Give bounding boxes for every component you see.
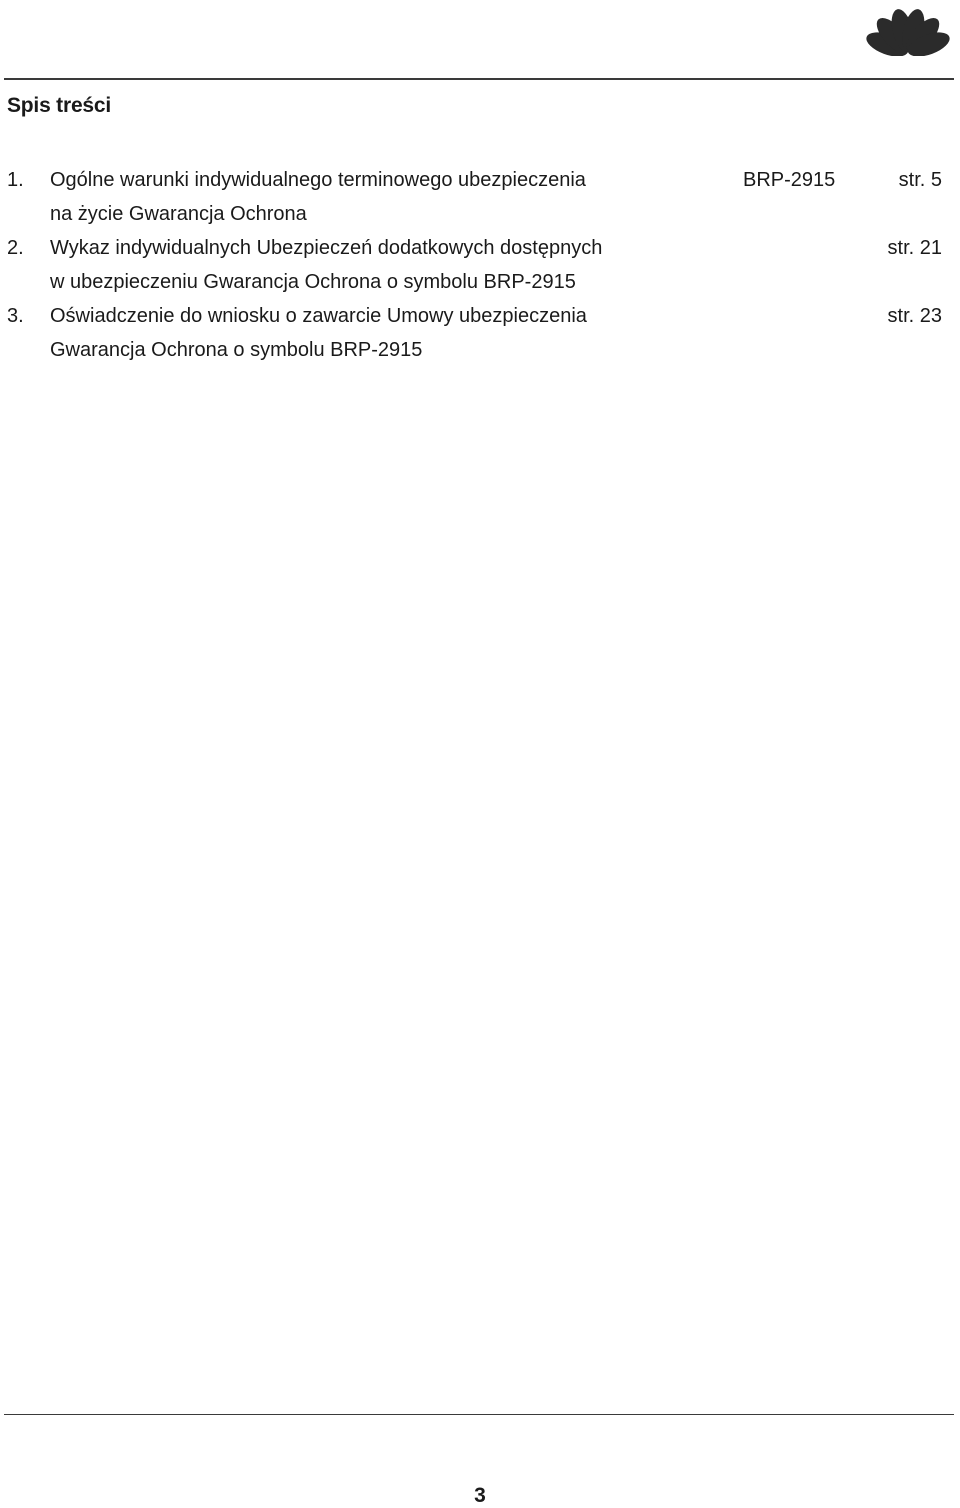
- toc-entry-title: Ogólne warunki indywidualnego terminowego ubezpieczenia: [50, 169, 586, 191]
- toc-entry[interactable]: [7, 231, 942, 299]
- table-of-contents: [7, 163, 942, 367]
- toc-entry[interactable]: [7, 163, 942, 231]
- toc-entry-code: BRP-2915: [743, 169, 836, 191]
- toc-entry-page: str. 5: [898, 169, 942, 191]
- footer-divider: [4, 1414, 954, 1415]
- toc-entry-page: str. 23: [887, 305, 942, 327]
- toc-entry-title-continued: w ubezpieczeniu Gwarancja Ochrona o symbolu BRP-2915: [50, 271, 576, 293]
- toc-entry[interactable]: [7, 299, 942, 367]
- toc-entry-title: Wykaz indywidualnych Ubezpieczeń dodatkowych dostępnych: [50, 237, 603, 259]
- toc-entry-title-continued: na życie Gwarancja Ochrona: [50, 203, 307, 225]
- page-number: 3: [474, 1484, 486, 1507]
- toc-entry-number: 3.: [7, 305, 24, 327]
- toc-entry-title-continued: Gwarancja Ochrona o symbolu BRP-2915: [50, 339, 423, 361]
- peacock-fan-logo-icon: [860, 4, 956, 56]
- toc-entry-number: 2.: [7, 237, 24, 259]
- header-divider: [4, 78, 954, 80]
- toc-entry-title: Oświadczenie do wniosku o zawarcie Umowy ubezpieczenia: [50, 305, 587, 327]
- toc-entry-page: str. 21: [887, 237, 942, 259]
- page-title: Spis treści: [7, 94, 112, 117]
- toc-entry-number: 1.: [7, 169, 24, 191]
